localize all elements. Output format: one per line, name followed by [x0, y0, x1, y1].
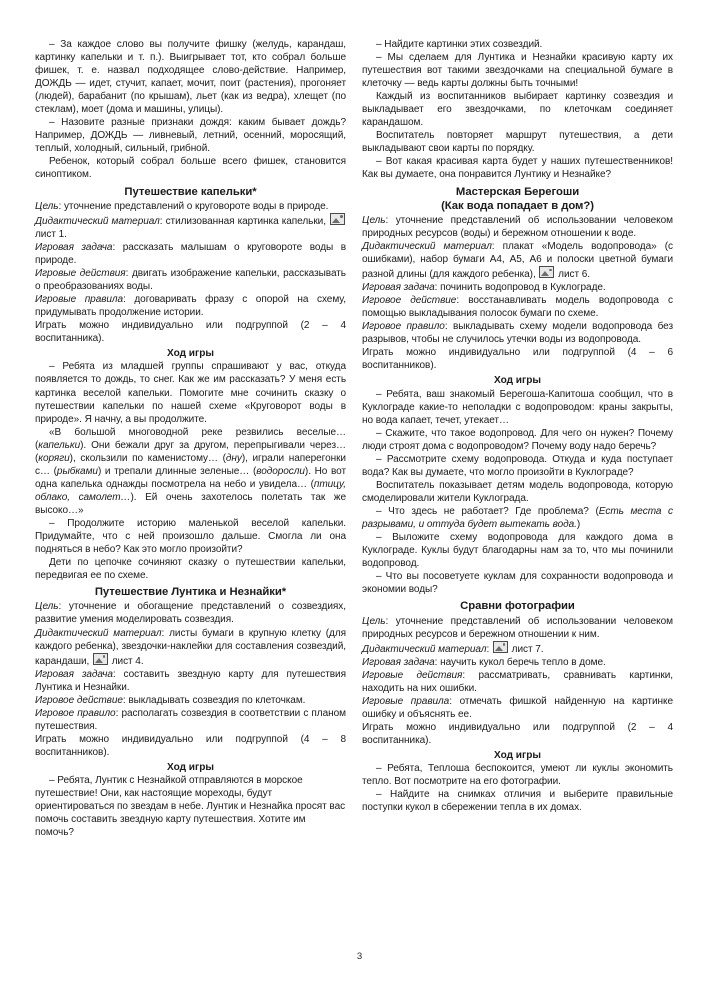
story-text: ). Ей очень захотелось полетать так же высоко…»: [35, 491, 346, 516]
action-label: Игровое действие: [362, 295, 457, 307]
rules-label: Игровые правила: [362, 695, 450, 707]
paragraph: – Назовите разные признаки дождя: каким бывает дождь? Например, ДОЖДЬ — ливневый, летний, осенний, моросящий, теплый, холодный, сильный, грибной.: [35, 117, 346, 155]
material-text-after: лист 6.: [555, 269, 591, 281]
material-text-after: лист 4.: [108, 655, 144, 667]
material-line: [362, 240, 673, 281]
material-text-before: : листы бумаги в крупную клетку (для каждого ребенка), звездочки-наклейки для составления созвездий, карандаши,: [35, 627, 347, 667]
paragraph: Дети по цепочке сочиняют сказку о путешествии капельки, передвигая ее по схеме.: [35, 557, 346, 582]
course-of-game-title: Ход игры: [166, 762, 215, 773]
goal-label: Цель: [362, 615, 386, 627]
story-answer: капельки: [38, 439, 81, 451]
rules-line: [35, 293, 346, 319]
paragraph: Ребенок, который собрал больше всего фишек, становится синоптиком.: [35, 156, 346, 181]
task-text: : рассказать малышам о круговороте воды в природе.: [35, 241, 346, 266]
rules-text: : отмечать фишкой найденную на картинке ошибку и объяснять ее.: [362, 695, 673, 720]
goal-label: Цель: [362, 214, 386, 226]
sheet-image-icon: [493, 641, 508, 653]
play-note: Играть можно индивидуально или подгруппой (4 – 8 воспитанников).: [35, 733, 346, 758]
action-label: Игровое действие: [35, 694, 123, 706]
goal-line: [35, 200, 346, 213]
paragraph: – Ребята, Лунтик с Незнайкой отправляются в морское путешествие! Они, как настоящие мореходы, будут ориентироваться по звездам в небе. Лунтик и Незнайка просят вас помочь составить звездную карту путешествия. Хотите им помочь?: [35, 775, 346, 839]
section-title-journey-luntik: Путешествие Лунтика и Незнайки*: [94, 586, 287, 599]
paragraph: – Выложите схему водопровода для каждого дома в Куклограде. Куклы будут благодарны нам за то, что мы починили водопровод.: [362, 532, 673, 570]
goal-label: Цель: [35, 601, 59, 613]
paragraph: Воспитатель показывает детям модель водопровода, которую смоделировали жители Куклограда.: [362, 480, 673, 505]
actions-line: [35, 267, 346, 293]
material-text-before: : плакат «Модель водопровода» (с ошибками), набор бумаги А4, А5, А6 и полоски цветной бумаги разной длины (для каждого ребенка),: [362, 241, 673, 281]
left-column: [35, 38, 346, 839]
task-text: : составить звездную карту для путешествия Лунтика и Незнайки.: [35, 668, 346, 693]
paragraph: – Ребята, ваш знакомый Берегоша-Капитоша сообщил, что в Куклограде какие-то неполадки с водопроводом: краны закрыты, но вода капает, течет, утекает…: [362, 388, 673, 426]
task-label: Игровая задача: [362, 656, 435, 668]
paragraph: – Продолжите историю маленькой веселой капельки. Придумайте, что с ней произошло дальше. Смогла ли она подняться в небо? Как это могло произойти?: [35, 518, 346, 556]
rule-label: Игровое правило: [362, 321, 445, 333]
course-of-game-title: Ход игры: [493, 375, 542, 387]
paragraph: – Мы сделаем для Лунтика и Незнайки красивую карту их путешествия вот такими звездочками на специальной бумаге в клеточку — ведь карты должны быть точными!: [362, 52, 673, 90]
material-text-after: лист 7.: [508, 643, 544, 655]
goal-line: [35, 600, 346, 626]
paragraph: – Вот какая красивая карта будет у наших путешественников! Как вы думаете, она понравится Лунтику и Незнайке?: [362, 156, 673, 181]
task-line: [362, 281, 673, 294]
section-subtitle-beregosha-workshop: (Как вода попадает в дом?): [441, 199, 594, 212]
section-title-beregosha-workshop: Мастерская Берегоши: [455, 185, 580, 198]
story-answer: рыбками: [56, 465, 98, 477]
actions-text: : двигать изображение капельки, рассказывать о преобразованиях воды.: [35, 267, 346, 292]
task-line: [362, 656, 673, 669]
rule-label: Игровое правило: [35, 707, 116, 719]
section-title-journey-droplet: Путешествие капельки*: [124, 185, 257, 198]
goal-line: [362, 214, 673, 240]
story-text: ), скользили по каменистому… (: [69, 452, 226, 464]
task-text: : научить кукол беречь тепло в доме.: [434, 656, 606, 668]
right-column: [362, 38, 673, 815]
material-label: Дидактический материал: [362, 241, 492, 253]
material-line: [35, 213, 346, 241]
story-text: ). Они бежали друг за другом, перепрыгивали через… (: [35, 439, 346, 464]
material-text-after: лист 1.: [35, 228, 67, 240]
course-of-game-title: Ход игры: [493, 750, 542, 762]
story-answer: коряги: [38, 452, 70, 464]
paragraph: – Что вы посоветуете куклам для сохранности водопровода и экономии воды?: [362, 571, 673, 596]
question-text: ): [576, 519, 581, 531]
rule-text: : выкладывать схему модели водопровода без разрывов, чтобы не случилось утечки воды из водопровода.: [362, 321, 674, 346]
story-text: «В большой многоводной реке резвились веселые… (: [35, 426, 346, 451]
actions-text: : рассматривать, сравнивать картинки, находить на них ошибки.: [362, 669, 673, 694]
play-note: Играть можно индивидуально или подгруппой (4 – 6 воспитанников).: [362, 347, 673, 372]
goal-line: [362, 615, 673, 641]
rule-line: [35, 707, 346, 733]
paragraph: – Найдите на снимках отличия и выберите правильные поступки кукол в сбережении тепла в их домах.: [362, 789, 673, 814]
actions-label: Игровые действия: [35, 267, 126, 279]
material-text-before: : стилизованная картинка капельки,: [159, 215, 329, 227]
question-text: – Что здесь не работает? Где проблема? (: [376, 506, 599, 518]
material-line: [362, 641, 673, 656]
story-answer: дну: [225, 452, 242, 464]
task-label: Игровая задача: [35, 241, 113, 253]
sheet-image-icon: [330, 213, 345, 225]
goal-text: : уточнение представлений о круговороте воды в природе.: [58, 200, 329, 212]
goal-text: : уточнение представлений об использовании человеком природных ресурсов (воды) и бережном отношении к воде.: [362, 214, 673, 239]
task-text: : починить водопровод в Куклограде.: [434, 282, 606, 294]
story-text: ), играли наперегонки с… (: [35, 452, 346, 477]
paragraph: Воспитатель повторяет маршрут путешествия, а дети выкладывают свои карты по порядку.: [362, 130, 673, 155]
story-paragraph: [35, 426, 346, 517]
actions-label: Игровые действия: [362, 669, 463, 681]
rules-label: Игровые правила: [35, 294, 124, 306]
action-text: : восстанавливать модель водопровода с помощью выкладывания полосок бумаги по схеме.: [362, 295, 674, 320]
story-text: ) и трепали длинные зеленые… (: [97, 465, 257, 477]
task-label: Игровая задача: [362, 282, 435, 294]
sheet-image-icon: [93, 653, 108, 665]
paragraph: – Найдите картинки этих созвездий.: [376, 39, 543, 50]
rules-line: [362, 695, 673, 721]
paragraph: – Рассмотрите схему водопровода. Откуда и куда поступает вода? Как вы думаете, что могло произойти в Куклограде?: [362, 453, 673, 478]
action-line: [362, 294, 673, 320]
task-line: [35, 668, 346, 694]
material-line: [35, 627, 346, 668]
task-label: Игровая задача: [35, 668, 113, 680]
paragraph: – За каждое слово вы получите фишку (желудь, карандаш, картинку капельки и т. п.). Выигрывает тот, кто собрал больше фишек, т. е. назвал подходящее слово-действие. Например, ДОЖДЬ — идет, стучит, капает, мочит, поит (растения), прогоняет (людей), барабанит (по крышам), льет (как из ведра), хлещет (по стеклам), моет (дома и машины, улицы).: [35, 39, 346, 116]
course-of-game-title: Ход игры: [166, 348, 215, 360]
goal-text: : уточнение и обогащение представлений о созвездиях, развитие умения моделировать созвездия.: [35, 601, 346, 626]
play-note: Играть можно индивидуально или подгруппой (2 – 4 воспитанника).: [35, 320, 346, 345]
goal-text: : уточнение представлений об использовании человеком природных ресурсов и бережном отношении к ним.: [362, 615, 673, 640]
play-note: Играть можно индивидуально или подгруппой (2 – 4 воспитанника).: [362, 722, 673, 747]
rule-line: [362, 320, 673, 346]
two-column-layout: [35, 38, 686, 839]
material-label: Дидактический материал: [35, 627, 162, 639]
question-answer: Есть места с разрывами, и оттуда будет вытекать вода.: [362, 506, 673, 531]
page-number: 3: [356, 951, 363, 962]
material-label: Дидактический материал: [35, 215, 160, 227]
rule-text: : располагать созвездия в соответствии с планом путешествия.: [35, 707, 346, 732]
paragraph: – Ребята, Теплоша беспокоится, умеют ли куклы экономить тепло. Вот посмотрите на его фотографии.: [362, 763, 673, 788]
material-label: Дидактический материал: [362, 643, 487, 655]
paragraph: – Скажите, что такое водопровод. Для чего он нужен? Почему люди строят дома с водопроводом? Почему воду надо беречь?: [362, 427, 673, 452]
action-line: [35, 694, 346, 707]
section-title-compare-photos: Сравни фотографии: [460, 600, 575, 613]
actions-line: [362, 669, 673, 695]
sheet-image-icon: [539, 266, 554, 278]
paragraph: Каждый из воспитанников выбирает картинку созвездия и выкладывает его звездочками, по клеточкам соединяет карандашом.: [362, 91, 673, 129]
material-text-before: :: [486, 643, 492, 655]
story-answer: водоросли: [256, 465, 305, 477]
task-line: [35, 241, 346, 267]
story-text: ). Но вот одна капелька однажды посмотрела на небо и увидела… (: [35, 465, 347, 490]
action-text: : выкладывать созвездия по клеточкам.: [122, 694, 306, 706]
problem-question: [362, 505, 673, 531]
paragraph: – Ребята из младшей группы спрашивают у вас, откуда появляется то дождь, то снег. Как же им рассказать? У меня есть картинка веселой капельки. Помогите мне сочинить сказку о путешествии капельки по нашей схеме «Круговорот воды в природе». Я начну, а вы продолжите.: [35, 361, 346, 425]
goal-label: Цель: [35, 200, 59, 212]
story-answer: птицу, облако, самолет…: [35, 478, 346, 503]
rules-text: : договаривать фразу с опорой на схему, придумывать продолжение истории.: [35, 294, 346, 319]
